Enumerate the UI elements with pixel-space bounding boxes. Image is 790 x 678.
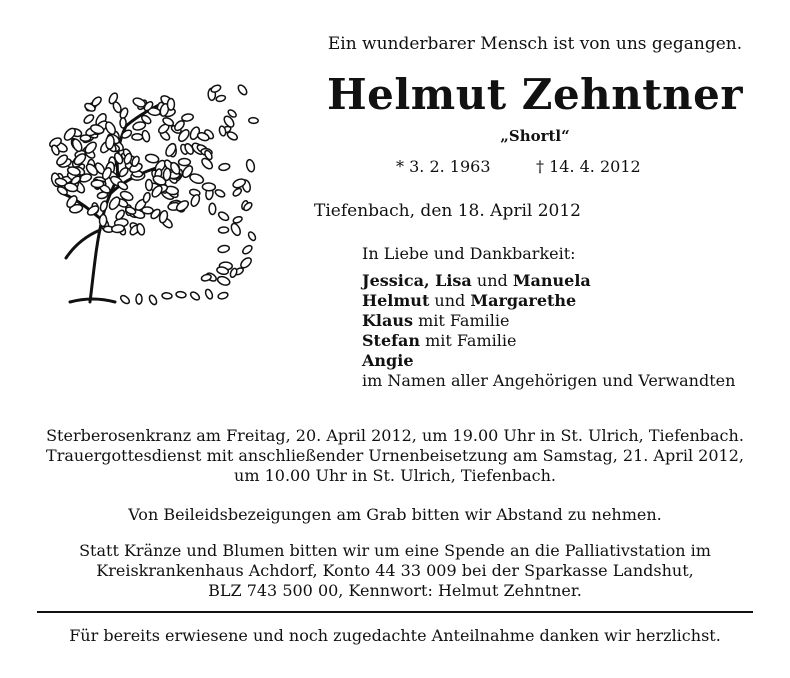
leaf-shape [190,194,202,208]
nickname: „Shortl“ [500,127,570,145]
leaf-shape [141,130,151,143]
mourner-line: Helmut und Margarethe [362,291,577,310]
leaf-shape [119,294,131,305]
leaf-shape [216,95,227,103]
leaf-shape [178,158,190,165]
mourners-closing: im Namen aller Angehörigen und Verwandten [362,371,736,390]
mourner-line: Angie [362,351,414,370]
leaf-shape [241,244,253,255]
leaf-shape [217,291,228,300]
leaf-shape [245,159,255,173]
donation-line: BLZ 743 500 00, Kennwort: Helmut Zehntner. [208,581,582,600]
leaf-shape [189,291,201,302]
leaf-shape [105,135,114,149]
thanks-line: Für bereits erwiesene und noch zugedachte Anteilnahme danken wir herzlichst. [69,626,721,645]
leaf-shape [142,192,151,204]
leaf-shape [204,288,214,300]
leaf-shape [162,292,172,299]
funeral-time-line: um 10.00 Uhr in St. Ulrich, Tiefenbach. [234,466,556,485]
leaf-shape [83,113,95,125]
birth-date: * 3. 2. 1963 [396,157,491,176]
leaf-shape [217,245,229,254]
donation-request [20,541,770,601]
leaf-shape [136,223,146,236]
place-and-date: Tiefenbach, den 18. April 2012 [314,201,581,221]
deceased-name: Helmut Zehntner [326,70,744,119]
leaf-shape [145,153,160,164]
leaf-shape [210,84,222,94]
leaf-shape [249,117,259,123]
leaf-shape [232,216,243,224]
leaf-shape [91,95,103,107]
leaf-shape [145,179,152,190]
mourner-line: Klaus mit Familie [362,311,510,330]
leaf-shape [99,200,108,212]
leaf-shape [230,222,243,237]
leaf-shape [217,210,230,222]
leaf-shape [120,129,132,140]
intro-line: Ein wunderbarer Mensch ist von uns gegangen. [327,34,743,54]
mourners-lead: In Liebe und Dankbarkeit: [362,244,576,263]
leaf-shape [99,214,107,226]
leaf-shape [91,180,103,188]
death-date: † 14. 4. 2012 [536,157,641,176]
condolence-note: Von Beileidsbezeigungen am Grab bitten wir Abstand zu nehmen. [128,505,662,524]
leaf-shape [136,294,142,304]
leaf-shape [216,275,231,287]
mourners-list [362,244,735,391]
leaf-shape [132,121,146,132]
leaf-shape [167,99,174,111]
leaf-shape [189,172,205,185]
leaf-shape [120,118,126,128]
donation-line: Statt Kränze und Blumen bitten wir um eine Spende an die Palliativstation im [79,541,711,560]
leaf-shape [237,84,249,97]
leaf-shape [111,224,124,233]
leaf-shape [104,120,117,135]
leaf-shape [218,163,230,171]
leaf-shape [132,134,143,140]
leaf-shape [148,294,158,306]
funeral-line: Trauergottesdienst mit anschließender Urnenbeisetzung am Samstag, 21. April 2012, [46,446,744,465]
leaf-shape [214,188,226,198]
leaf-shape [209,203,216,214]
rosary-line: Sterberosenkranz am Freitag, 20. April 2012, um 19.00 Uhr in St. Ulrich, Tiefenbach. [46,426,744,445]
leaf-shape [202,183,215,191]
divider [37,611,753,613]
mourner-line: Jessica, Lisa und Manuela [362,271,591,290]
leaf-shape [218,227,228,233]
leaf-shape [176,291,187,298]
leaf-shape [239,256,253,270]
leaf-shape [132,96,147,108]
tree-with-falling-leaves-icon [30,70,260,320]
mourner-line: Stefan mit Familie [362,331,517,350]
service-details [20,426,770,486]
donation-line: Kreiskrankenhaus Achdorf, Konto 44 33 009 bei der Sparkasse Landshut, [96,561,694,580]
leaf-shape [247,231,257,242]
leaf-shape [232,187,243,197]
